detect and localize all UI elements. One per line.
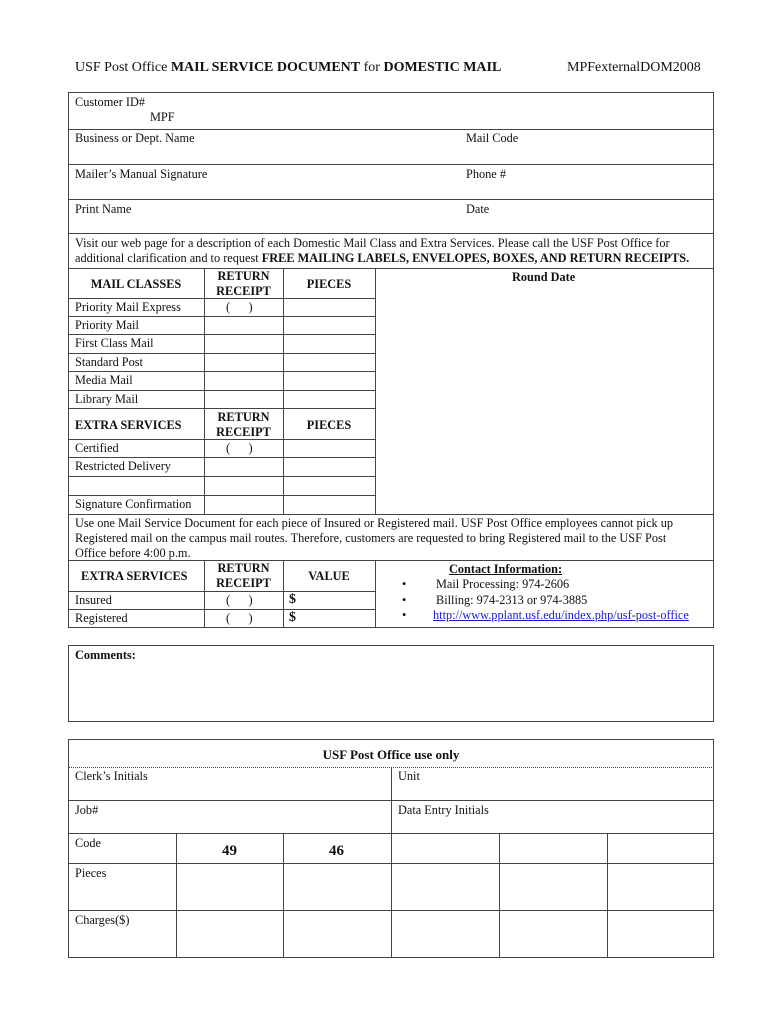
- comments-box[interactable]: [68, 645, 714, 722]
- contact-heading: Contact Information:: [449, 562, 563, 576]
- mail-classes-header: MAIL CLASSES: [90, 277, 182, 291]
- date-field[interactable]: Date: [466, 202, 490, 216]
- comments-label: Comments:: [75, 648, 136, 662]
- customer-id-field[interactable]: MPF: [150, 110, 175, 124]
- value-field[interactable]: $: [289, 592, 296, 607]
- print-name-field[interactable]: Print Name: [75, 202, 132, 216]
- job-field[interactable]: Job#: [75, 803, 99, 817]
- contact-item: • Billing: 974-2313 or 974-3885: [402, 593, 588, 607]
- pieces-header: PIECES: [306, 277, 352, 291]
- insured-notice-text: Use one Mail Service Document for each piece of Insured or Registered mail. USF Post Office employees cannot pick up Registered mail on the campus mail routes. Therefore, customers are requested to bring Registered mail to the USF Post Office before 4:00 p.m.: [75, 516, 674, 560]
- charges-label: Charges($): [75, 913, 130, 927]
- list-item: Priority Mail: [75, 318, 139, 332]
- code-value: 46: [329, 843, 344, 859]
- return-receipt-checkbox[interactable]: ( ): [226, 441, 253, 455]
- list-item: Standard Post: [75, 355, 143, 369]
- return-receipt-header: RETURN RECEIPT: [216, 269, 271, 298]
- phone-field[interactable]: Phone #: [466, 167, 506, 181]
- notice-text: Visit our web page for a description of each Domestic Mail Class and Extra Services. Please call the USF Post Office for additional clarification and to request FREE MAILING LABELS, ENVELOPES, BOXES, AND RETURN RECEIPTS.: [75, 236, 690, 265]
- post-office-link[interactable]: http://www.pplant.usf.edu/index.php/usf-post-office: [433, 608, 689, 622]
- value-header: VALUE: [308, 569, 350, 583]
- unit-field[interactable]: Unit: [398, 769, 420, 783]
- clerk-initials-field[interactable]: Clerk’s Initials: [75, 769, 148, 783]
- value-field[interactable]: $: [289, 610, 296, 625]
- extra-services-header: EXTRA SERVICES: [81, 569, 188, 583]
- list-item: Library Mail: [75, 392, 139, 406]
- code-label: Code: [75, 836, 101, 850]
- business-name-field[interactable]: Business or Dept. Name: [75, 131, 195, 145]
- list-item: Registered: [75, 611, 128, 625]
- extra-services-header: EXTRA SERVICES: [75, 418, 182, 432]
- code-value: 49: [222, 843, 237, 859]
- contact-item: • Mail Processing: 974-2606: [402, 577, 570, 591]
- customer-id-label: Customer ID#: [75, 95, 146, 109]
- return-receipt-checkbox[interactable]: ( ): [226, 611, 253, 625]
- pieces-header: PIECES: [306, 418, 352, 432]
- return-receipt-header: RETURN RECEIPT: [216, 410, 271, 439]
- form-code: MPFexternalDOM2008: [567, 60, 701, 75]
- contact-item: • http://www.pplant.usf.edu/index.php/usf-post-office: [402, 608, 689, 622]
- mail-code-field[interactable]: Mail Code: [466, 131, 519, 145]
- list-item: Signature Confirmation: [75, 497, 192, 511]
- form-title: USF Post Office MAIL SERVICE DOCUMENT for DOMESTIC MAIL: [75, 60, 502, 75]
- return-receipt-checkbox[interactable]: ( ): [226, 300, 253, 314]
- list-item: Priority Mail Express: [75, 300, 181, 314]
- list-item: First Class Mail: [75, 336, 154, 350]
- return-receipt-checkbox[interactable]: ( ): [226, 593, 253, 607]
- list-item: Certified: [75, 441, 119, 455]
- list-item: Restricted Delivery: [75, 459, 171, 473]
- list-item: Media Mail: [75, 373, 133, 387]
- signature-field[interactable]: Mailer’s Manual Signature: [75, 167, 208, 181]
- round-date-label: Round Date: [512, 270, 576, 284]
- office-use-title: USF Post Office use only: [322, 747, 460, 762]
- return-receipt-header: RETURN RECEIPT: [216, 561, 271, 590]
- pieces-label: Pieces: [75, 866, 107, 880]
- list-item: Insured: [75, 593, 112, 607]
- data-entry-initials-field[interactable]: Data Entry Initials: [398, 803, 489, 817]
